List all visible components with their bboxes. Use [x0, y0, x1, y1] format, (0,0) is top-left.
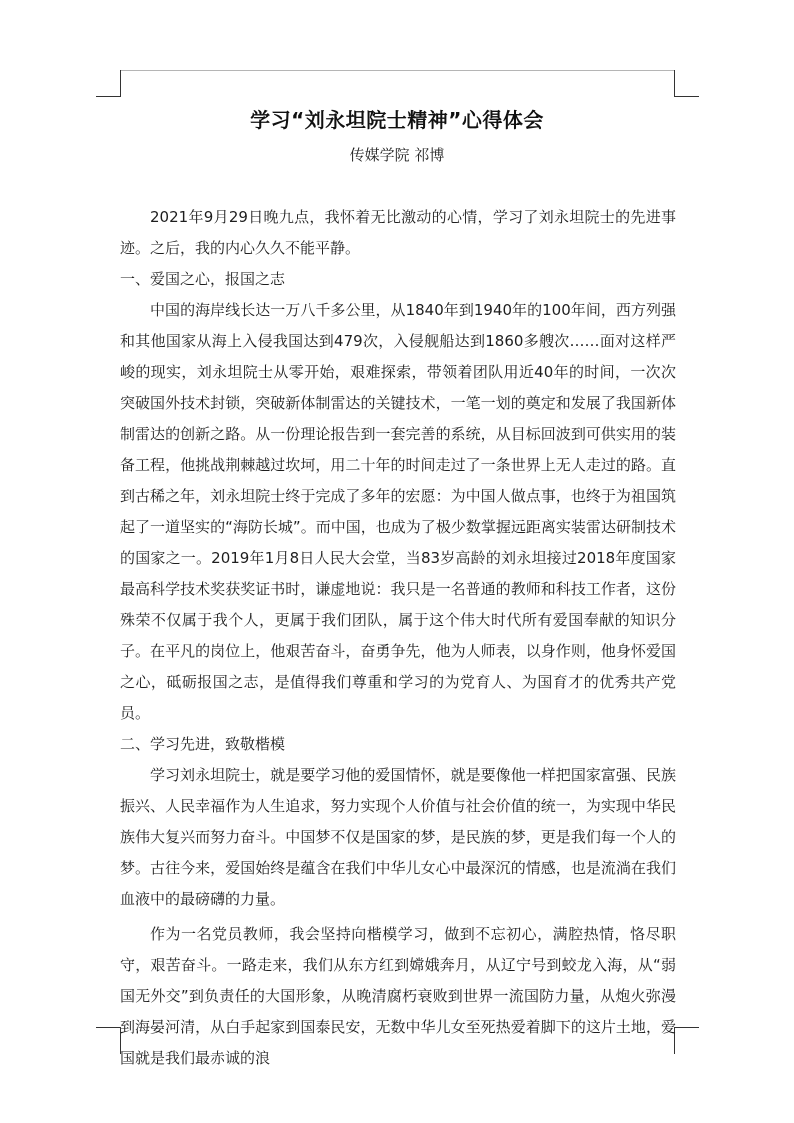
document-author: 传媒学院 祁博 — [349, 146, 445, 164]
section-1-paragraph: 中国的海岸线长达一万八千多公里，从1840年到1940年的100年间，西方列强和其他国家从海上入侵我国达到479次，入侵舰船达到1860多艘次……面对这样严峻的现实，刘永坦院士从零开始，艰难探索，带领着团队用近40年的时间，一次次突破国外技术封锁，突破新体制雷达的关键技术，一笔一划的奠定和发展了我国新体制雷达的创新之路。从一份理论报告到一套完善的系统，从目标回波到可供实用的装备工程，他挑战荆棘越过坎坷，用二十年的时间走过了一条世界上无人走过的路。直到古稀之年，刘永坦院士终于完成了多年的宏愿：为中国人做点事，也终于为祖国筑起了一道坚实的“海防长城”。而中国，也成为了极少数掌握远距离实装雷达研制技术的国家之一。2019年1月8日人民大会堂，当83岁高龄的刘永坦接过2018年度国家最高科学技术奖获奖证书时，谦虚地说：我只是一名普通的教师和科技工作者，这份殊荣不仅属于我个人，更属于我们团队，属于这个伟大时代所有爱国奉献的知识分子。在平凡的岗位上，他艰苦奋斗，奋勇争先，他为人师表，以身作则，他身怀爱国之心，砥砺报国之志，是值得我们尊重和学习的为党育人、为国育才的优秀共产党员。 — [120, 301, 676, 722]
crop-mark-top-right — [674, 70, 699, 97]
section-2-paragraph-1: 学习刘永坦院士，就是要学习他的爱国情怀，就是要像他一样把国家富强、民族振兴、人民幸福作为人生追求，努力实现个人价值与社会价值的统一，为实现中华民族伟大复兴而努力奋斗。中国梦不仅是国家的梦，是民族的梦，更是我们每一个人的梦。古往今来，爱国始终是蕴含在我们中华儿女心中最深沉的情感，也是流淌在我们血液中的最磅礴的力量。 — [120, 766, 676, 908]
section-heading-1: 一、爱国之心，报国之志 — [120, 270, 286, 288]
section-2-paragraph-2: 作为一名党员教师，我会坚持向楷模学习，做到不忘初心，满腔热情，恪尽职守，艰苦奋斗。一路走来，我们从东方红到嫦娥奔月，从辽宁号到蛟龙入海，从“弱国无外交”到负责任的大国形象，从晚清腐朽衰败到世界一流国防力量，从炮火弥漫到海晏河清，从白手起家到国泰民安，无数中华儿女至死热爱着脚下的这片土地，爱国就是我们最赤诚的浪 — [120, 925, 676, 1067]
intro-paragraph: 2021年9月29日晚九点，我怀着无比激动的心情，学习了刘永坦院士的先进事迹。之后，我的内心久久不能平静。 — [120, 208, 676, 257]
section-heading-2: 二、学习先进，致敬楷模 — [120, 735, 286, 753]
crop-mark-bottom-right — [674, 1027, 699, 1054]
crop-mark-top-left — [96, 70, 121, 97]
document-title: 学习“刘永坦院士精神”心得体会 — [250, 108, 544, 132]
document-body — [120, 202, 676, 1074]
crop-mark-bottom-left — [96, 1027, 121, 1054]
page-top-rule — [120, 70, 674, 71]
